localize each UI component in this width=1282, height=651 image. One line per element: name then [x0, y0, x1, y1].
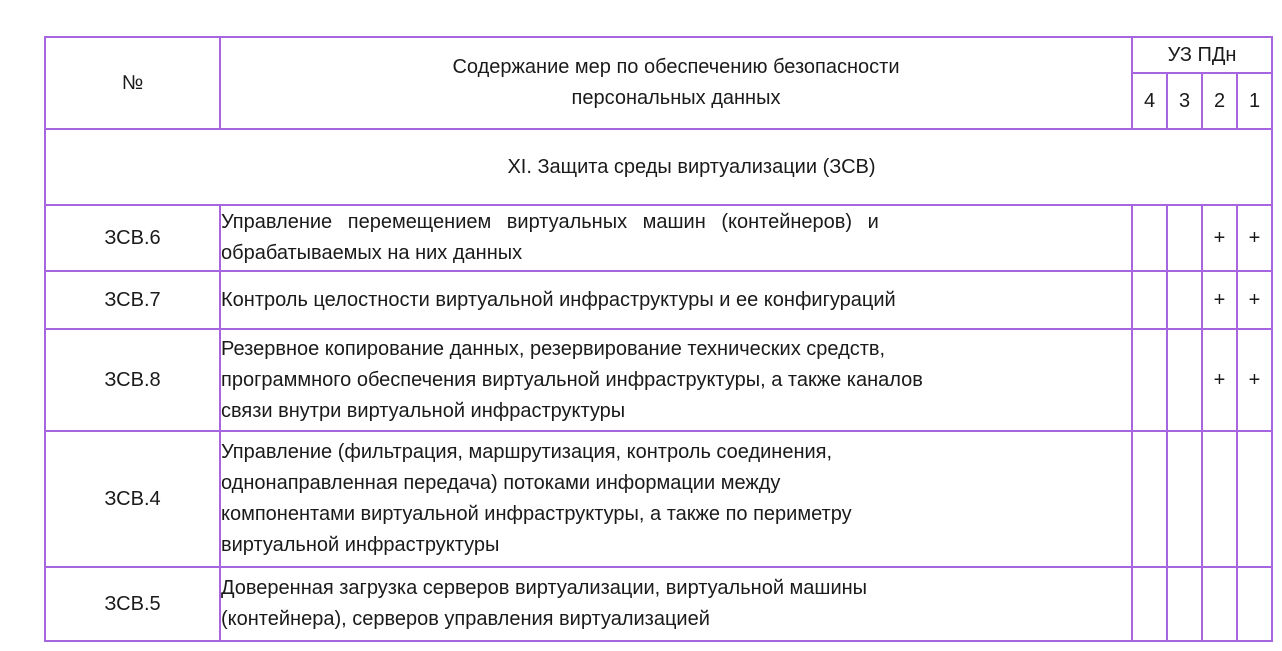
level-1-mark: + [1237, 271, 1272, 329]
level-2-mark [1202, 567, 1237, 641]
measure-code: ЗСВ.6 [45, 205, 220, 271]
level-1-mark: + [1237, 329, 1272, 431]
table-row [45, 205, 1272, 271]
header-description [220, 37, 1132, 129]
measure-description-line: Контроль целостности виртуальной инфраструктуры и ее конфигураций [221, 288, 896, 311]
measure-description-line: Управление (фильтрация, маршрутизация, контроль соединения, [221, 441, 833, 463]
measure-description-line: однонаправленная передача) потоками информации между [221, 472, 781, 494]
section-cell [45, 129, 1272, 205]
level-4-mark [1132, 567, 1167, 641]
measure-description-line: Управление перемещением виртуальных машин (контейнеров) и [221, 211, 879, 233]
table-row [45, 567, 1272, 641]
level-3-mark [1167, 567, 1202, 641]
level-3-mark [1167, 329, 1202, 431]
level-3-mark [1167, 431, 1202, 567]
measure-description [220, 567, 1132, 641]
section-title: XI. Защита среды виртуализации (ЗСВ) [507, 155, 876, 178]
level-4-mark [1132, 271, 1167, 329]
header-protection-level-group: УЗ ПДн [1132, 37, 1272, 73]
measure-code: ЗСВ.8 [45, 329, 220, 431]
level-4-mark [1132, 205, 1167, 271]
measure-description-line: связи внутри виртуальной инфраструктуры [221, 399, 626, 422]
level-2-mark: + [1202, 329, 1237, 431]
level-2-mark: + [1202, 205, 1237, 271]
header-level-3: 3 [1167, 73, 1202, 129]
security-measures-table [44, 36, 1273, 642]
header-description-line: Содержание мер по обеспечению безопасности [452, 56, 900, 78]
measure-code: ЗСВ.4 [45, 431, 220, 567]
measure-description-line: программного обеспечения виртуальной инфраструктуры, а также каналов [221, 368, 923, 391]
measure-description-line: (контейнера), серверов управления виртуализацией [221, 608, 710, 630]
table-row [45, 431, 1272, 567]
header-level-1: 1 [1237, 73, 1272, 129]
table-row [45, 271, 1272, 329]
level-2-mark [1202, 431, 1237, 567]
measure-description [220, 329, 1132, 431]
measure-description [220, 271, 1132, 329]
header-number: № [45, 37, 220, 129]
level-2-mark: + [1202, 271, 1237, 329]
level-4-mark [1132, 329, 1167, 431]
level-1-mark [1237, 431, 1272, 567]
level-1-mark: + [1237, 205, 1272, 271]
level-3-mark [1167, 205, 1202, 271]
header-level-2: 2 [1202, 73, 1237, 129]
measure-description-line: виртуальной инфраструктуры [221, 534, 500, 556]
table-row [45, 329, 1272, 431]
level-3-mark [1167, 271, 1202, 329]
level-1-mark [1237, 567, 1272, 641]
measure-code: ЗСВ.5 [45, 567, 220, 641]
measure-description-line: Доверенная загрузка серверов виртуализации, виртуальной машины [221, 577, 868, 599]
level-4-mark [1132, 431, 1167, 567]
measure-description-line: компонентами виртуальной инфраструктуры, а также по периметру [221, 503, 852, 525]
measure-description-line: Резервное копирование данных, резервирование технических средств, [221, 337, 886, 360]
measure-description [220, 205, 1132, 271]
measure-code: ЗСВ.7 [45, 271, 220, 329]
measure-description-line: обрабатываемых на них данных [221, 242, 523, 264]
header-level-4: 4 [1132, 73, 1167, 129]
header-description-line: персональных данных [571, 87, 781, 109]
measure-description [220, 431, 1132, 567]
header-row [45, 37, 1272, 73]
section-row [45, 129, 1272, 205]
